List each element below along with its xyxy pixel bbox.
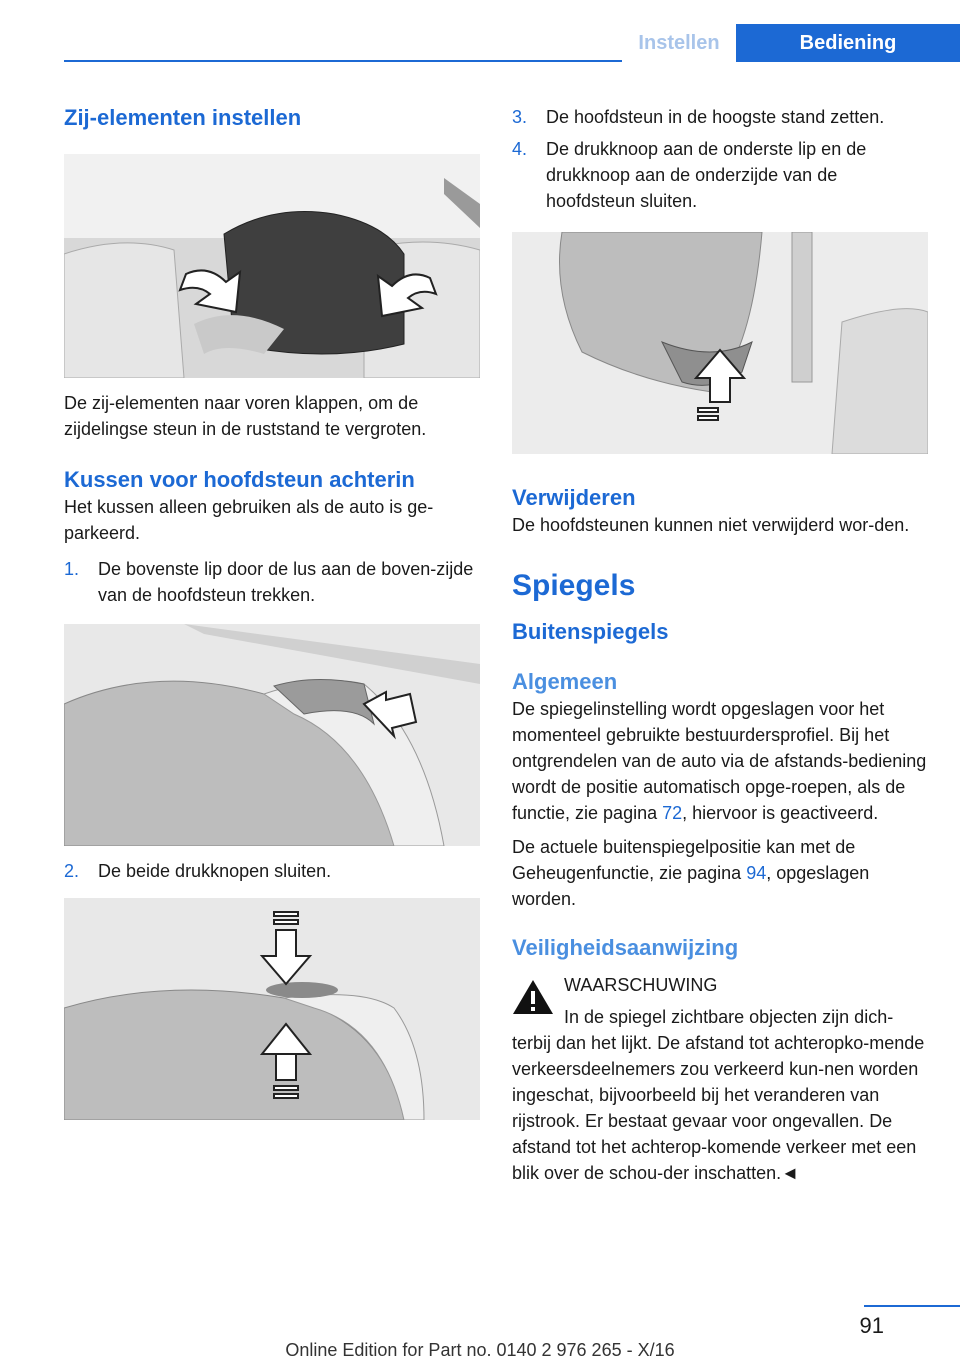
step-1-text: De bovenste lip door de lus aan de boven-zijde van de hoofdsteun trekken. — [98, 559, 474, 605]
heading-zij-elementen: Zij-elementen instellen — [64, 105, 302, 130]
chapter-heading-spiegels: Spiegels — [512, 569, 636, 602]
heading-verwijderen: Verwijderen — [512, 485, 636, 510]
text-zij-elementen: De zij-elementen naar voren klappen, om de zijdelingse steun in de ruststand te vergroten. — [64, 393, 427, 439]
text-algemeen-2: De actuele buitenspiegelpositie kan met de Geheugenfunctie, zie pagina 94, opgeslagen worden. — [512, 837, 870, 909]
step-2-text: De beide drukknopen sluiten. — [98, 861, 332, 881]
heading-kussen: Kussen voor hoofdsteun achterin — [64, 467, 415, 492]
heading-algemeen: Algemeen — [512, 669, 618, 694]
footer-edition: Online Edition for Part no. 0140 2 976 265 - X/16 — [285, 1340, 675, 1360]
tab-bediening[interactable]: Bediening — [736, 24, 960, 62]
step-1 — [64, 556, 480, 608]
step-2-number: 2. — [64, 861, 80, 881]
left-column — [64, 96, 480, 1120]
step-3 — [512, 104, 928, 130]
page-number: 91 — [859, 1313, 884, 1338]
illustration-bottom-lip — [512, 232, 928, 454]
illustration-top-lip — [64, 624, 480, 846]
step-3-number: 3. — [512, 107, 528, 127]
text-algemeen-1: De spiegelinstelling wordt opgeslagen voor het momenteel gebruikte bestuurdersprofiel. Bij het ontgrendelen van de auto via de afstands-bediening wordt de positie automatisch opge-roepen, als de functie, zie pagina 72, hiervoor is geactiveerd. — [512, 699, 927, 823]
heading-veiligheidsaanwijzing: Veiligheidsaanwijzing — [512, 935, 739, 960]
step-4 — [512, 136, 928, 214]
warning-block — [512, 972, 928, 1186]
right-column — [512, 96, 928, 1186]
step-2 — [64, 858, 480, 884]
text-kussen: Het kussen alleen gebruiken als de auto is ge-parkeerd. — [64, 497, 434, 543]
text-verwijderen: De hoofdsteunen kunnen niet verwijderd wor-den. — [512, 515, 910, 535]
step-4-text: De drukknoop aan de onderste lip en de drukknoop aan de onderzijde van de hoofdsteun sluiten. — [546, 139, 867, 211]
illustration-side-elements — [64, 154, 480, 378]
warning-title: WAARSCHUWING — [564, 975, 718, 995]
warning-triangle-icon — [512, 978, 554, 1016]
step-4-number: 4. — [512, 139, 528, 159]
step-3-text: De hoofdsteun in de hoogste stand zetten. — [546, 107, 885, 127]
tab-instellen[interactable]: Instellen — [622, 24, 736, 62]
footer-rule — [864, 1305, 960, 1307]
warning-text: In de spiegel zichtbare objecten zijn dich-terbij dan het lijkt. De afstand tot achteropko-mende verkeersdeelnemers zou verkeerd kun-nen worden ingeschat, bijvoorbeeld bij het veranderen van rijstrook. Er bestaat gevaar voor ongevallen. De afstand tot het achterop-komende verkeer met een blik over de schou-der inschatten.◄ — [512, 1007, 925, 1183]
step-1-number: 1. — [64, 559, 80, 579]
heading-buitenspiegels: Buitenspiegels — [512, 619, 669, 644]
page-ref-72[interactable]: 72 — [662, 803, 683, 823]
page-ref-94[interactable]: 94 — [746, 863, 767, 883]
illustration-push-buttons — [64, 898, 480, 1120]
